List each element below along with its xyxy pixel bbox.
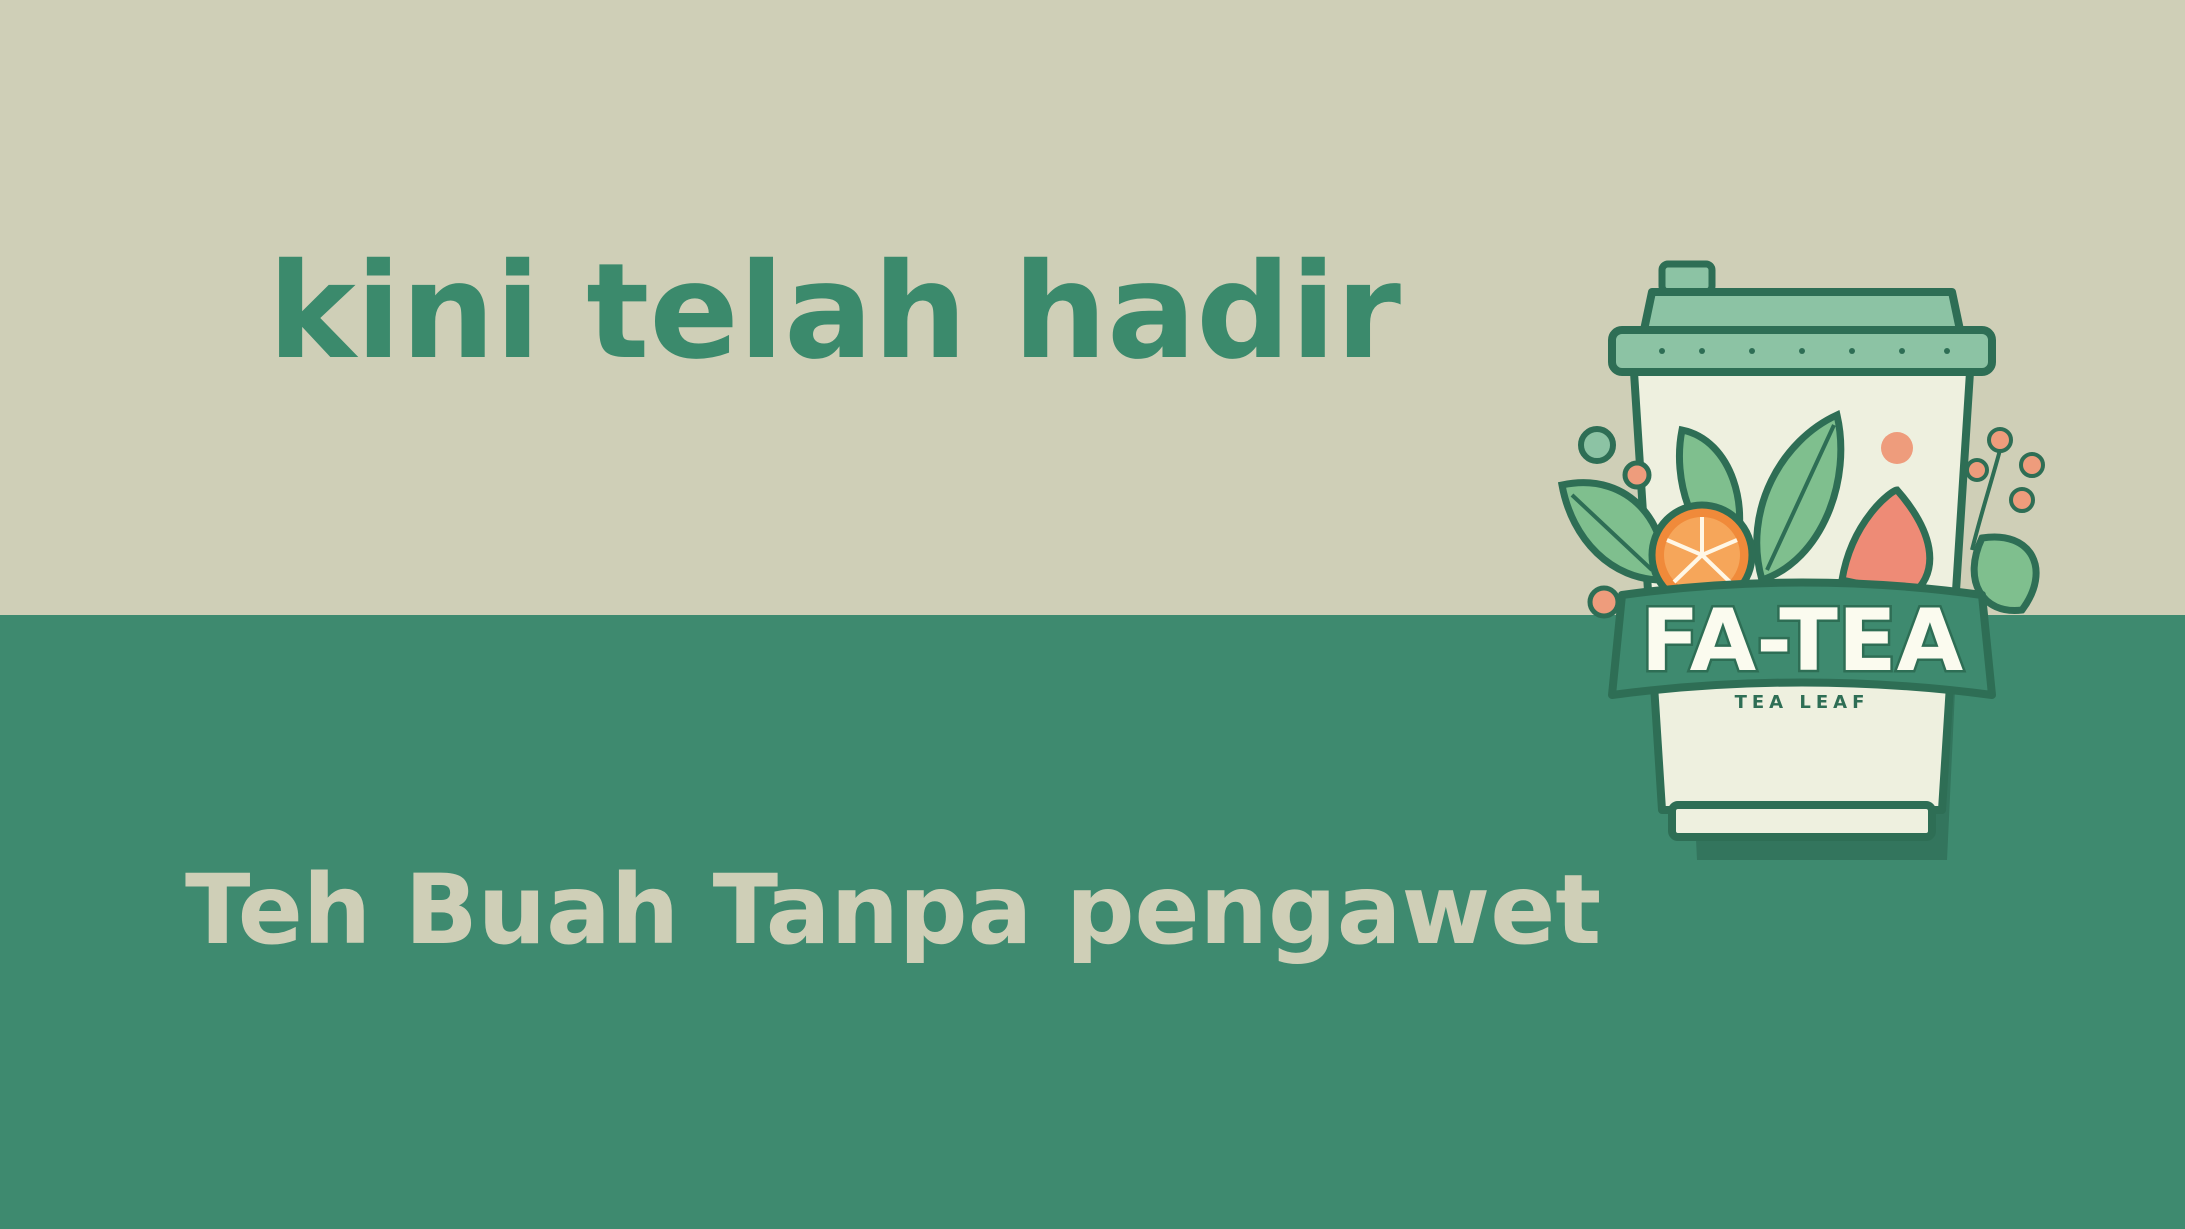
lid-knob: [1662, 264, 1712, 292]
tagline: Teh Buah Tanpa pengawet: [185, 854, 1602, 966]
logo-subtitle-text: TEA LEAF: [1734, 692, 1870, 713]
cup-base: [1672, 805, 1932, 837]
berry-icon: [1581, 429, 1613, 461]
lid-top: [1644, 292, 1960, 330]
fa-tea-logo: [1552, 250, 2082, 880]
tea-cup-illustration: [1552, 250, 2082, 880]
right-berries-icon: [1967, 429, 2043, 511]
headline: kini telah hadir: [268, 235, 1401, 389]
logo-brand-text: FA-TEA: [1640, 591, 1964, 691]
